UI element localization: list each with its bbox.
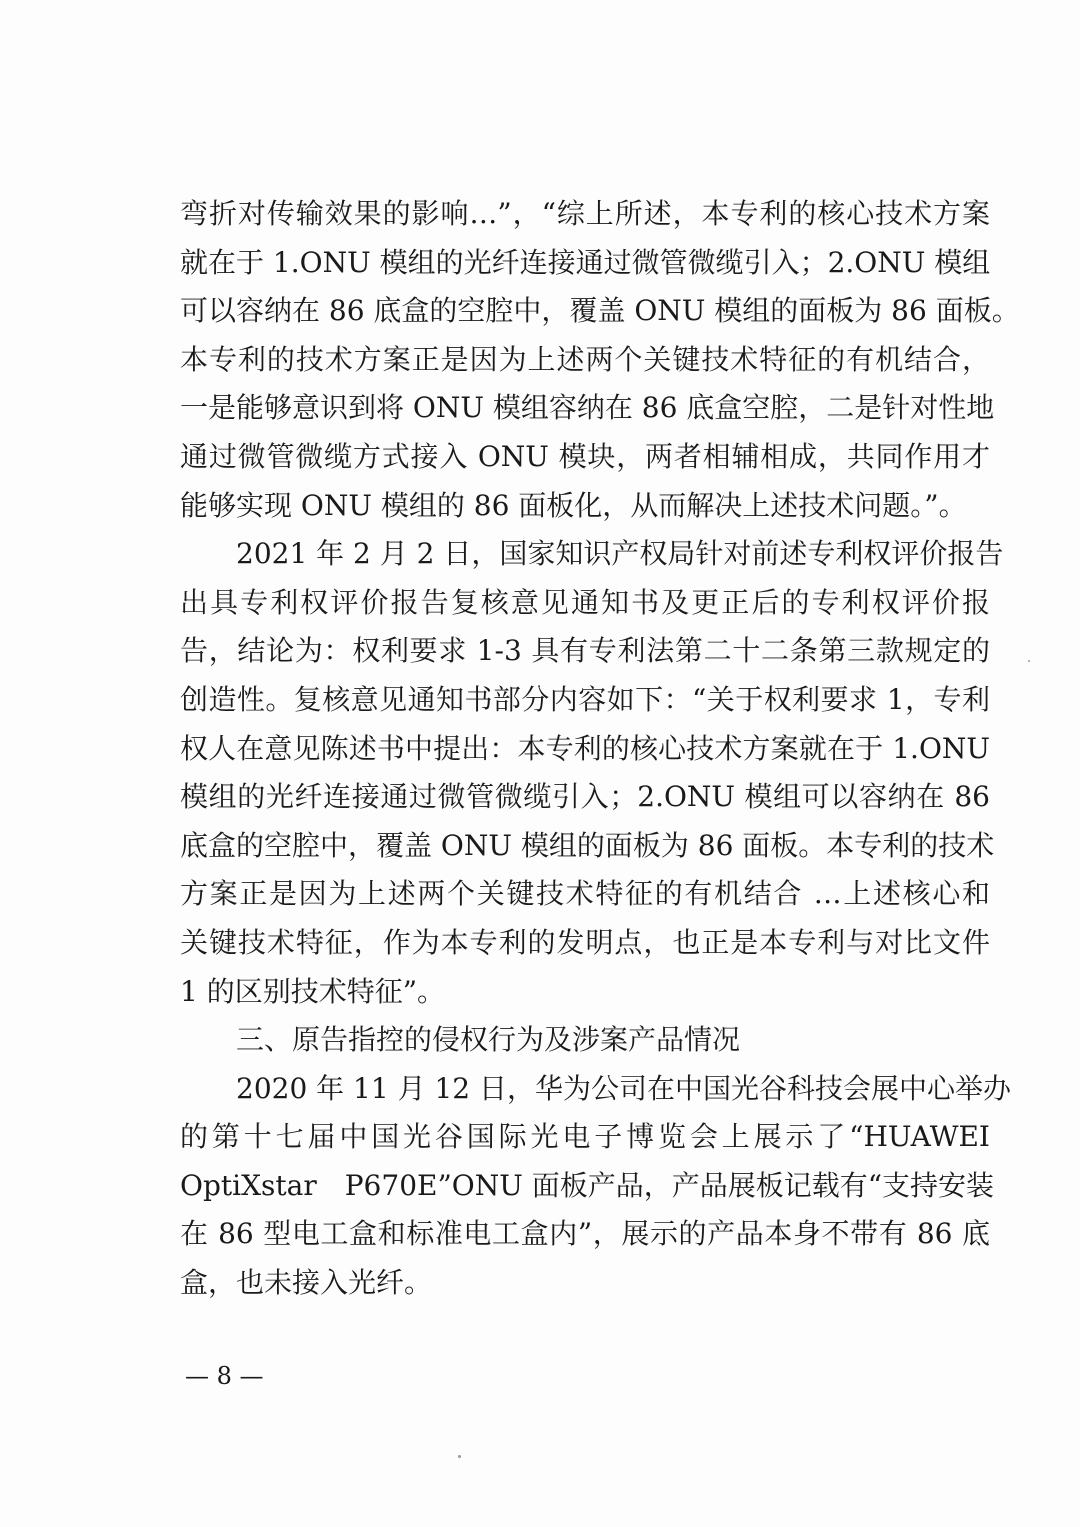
text-line: 出具专利权评价报告复核意见通知书及更正后的专利权评价报 bbox=[180, 585, 990, 619]
text-line: 的第十七届中国光谷国际光电子博览会上展示了“HUAWEI bbox=[180, 1120, 990, 1154]
text-line: OptiXstar P670E”ONU 面板产品，产品展板记载有“支持安装 bbox=[180, 1168, 995, 1202]
text-line: 能够实现 ONU 模组的 86 面板化，从而解决上述技术问题。”。 bbox=[180, 488, 967, 522]
text-line: 盒，也未接入光纤。 bbox=[180, 1266, 433, 1300]
text-line: 底盒的空腔中，覆盖 ONU 模组的面板为 86 面板。本专利的技术 bbox=[180, 828, 995, 862]
text-line: 2021 年 2 月 2 日，国家知识产权局针对前述专利权评价报告 bbox=[236, 537, 1004, 571]
text-line: 1 的区别技术特征”。 bbox=[180, 974, 446, 1008]
text-line: 模组的光纤连接通过微管微缆引入；2.ONU 模组可以容纳在 86 bbox=[180, 780, 990, 814]
text-line: 关键技术特征，作为本专利的发明点，也正是本专利与对比文件 bbox=[180, 925, 990, 959]
text-line: 就在于 1.ONU 模组的光纤连接通过微管微缆引入；2.ONU 模组 bbox=[180, 245, 991, 279]
text-line: 在 86 型电工盒和标准电工盒内”，展示的产品本身不带有 86 底 bbox=[180, 1217, 990, 1251]
body-text bbox=[180, 190, 1020, 1308]
text-line: 可以容纳在 86 底盒的空腔中，覆盖 ONU 模组的面板为 86 面板。 bbox=[180, 294, 1020, 328]
text-line: 本专利的技术方案正是因为上述两个关键技术特征的有机结合， bbox=[180, 342, 990, 376]
scan-speck bbox=[458, 1455, 461, 1458]
text-line: 一是能够意识到将 ONU 模组容纳在 86 底盒空腔，二是针对性地 bbox=[180, 391, 995, 425]
text-line: 告，结论为：权利要求 1-3 具有专利法第二十二条第三款规定的 bbox=[180, 634, 990, 668]
section-heading: 三、原告指控的侵权行为及涉案产品情况 bbox=[236, 1023, 741, 1057]
text-line: 弯折对传输效果的影响…”，“综上所述，本专利的核心技术方案 bbox=[180, 197, 990, 230]
page-number: — 8 — bbox=[185, 1362, 264, 1390]
text-line: 方案正是因为上述两个关键技术特征的有机结合 …上述核心和 bbox=[180, 877, 990, 911]
scan-speck bbox=[1028, 660, 1030, 662]
text-line: 创造性。复核意见通知书部分内容如下：“关于权利要求 1，专利 bbox=[180, 682, 990, 716]
text-line: 2020 年 11 月 12 日，华为公司在中国光谷科技会展中心举办 bbox=[236, 1071, 1012, 1105]
text-line: 权人在意见陈述书中提出：本专利的核心技术方案就在于 1.ONU bbox=[180, 731, 990, 765]
text-line: 通过微管微缆方式接入 ONU 模块，两者相辅相成，共同作用才 bbox=[180, 439, 990, 473]
